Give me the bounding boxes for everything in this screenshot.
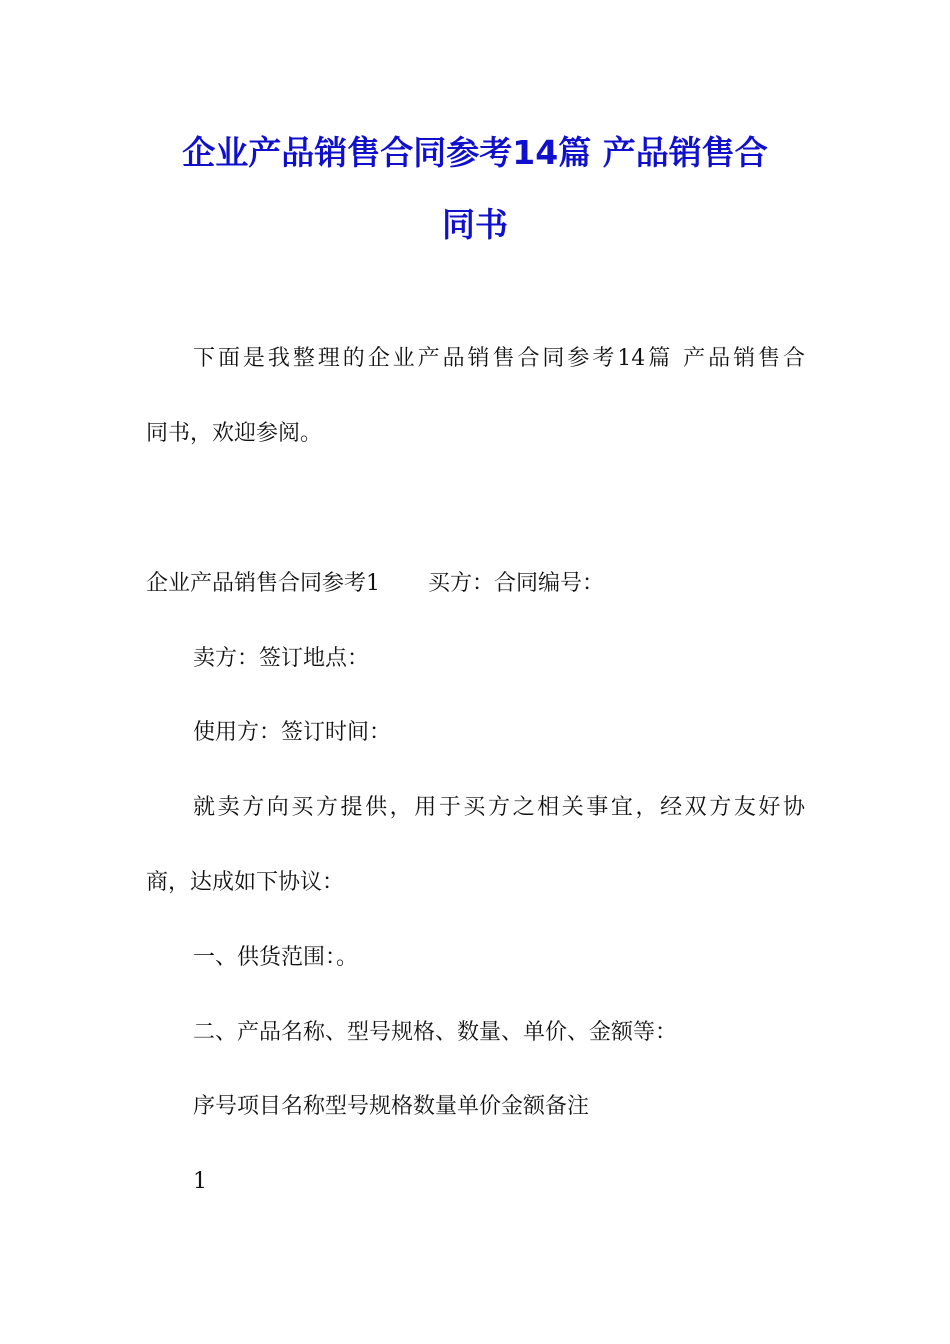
intro-line-1: 下面是我整理的企业产品销售合同参考14篇 产品销售合 bbox=[193, 346, 805, 371]
item-2-product-details: 二、产品名称、型号规格、数量、单价、金额等： bbox=[193, 1020, 678, 1045]
intro-line-2: 同书，欢迎参阅。 bbox=[146, 421, 323, 446]
buyer-contract-no: 买方：合同编号： bbox=[428, 571, 605, 596]
document-title-line-2: 同书 bbox=[442, 205, 508, 244]
paragraph-1-line-1: 就卖方向买方提供，用于买方之相关事宜，经双方友好协 bbox=[193, 795, 805, 820]
section-heading-row bbox=[146, 569, 604, 599]
document-title-line-1: 企业产品销售合同参考14篇 产品销售合 bbox=[182, 133, 768, 172]
table-header-text: 序号项目名称型号规格数量单价金额备注 bbox=[193, 1094, 590, 1119]
item-1-supply-scope: 一、供货范围：。 bbox=[193, 945, 359, 970]
table-row-number: 1 bbox=[193, 1169, 207, 1194]
section-heading: 企业产品销售合同参考1 bbox=[146, 571, 380, 596]
seller-place-line: 卖方：签订地点： bbox=[193, 646, 370, 671]
paragraph-1-line-2: 商，达成如下协议： bbox=[146, 870, 345, 895]
user-time-line: 使用方：签订时间： bbox=[193, 720, 392, 745]
